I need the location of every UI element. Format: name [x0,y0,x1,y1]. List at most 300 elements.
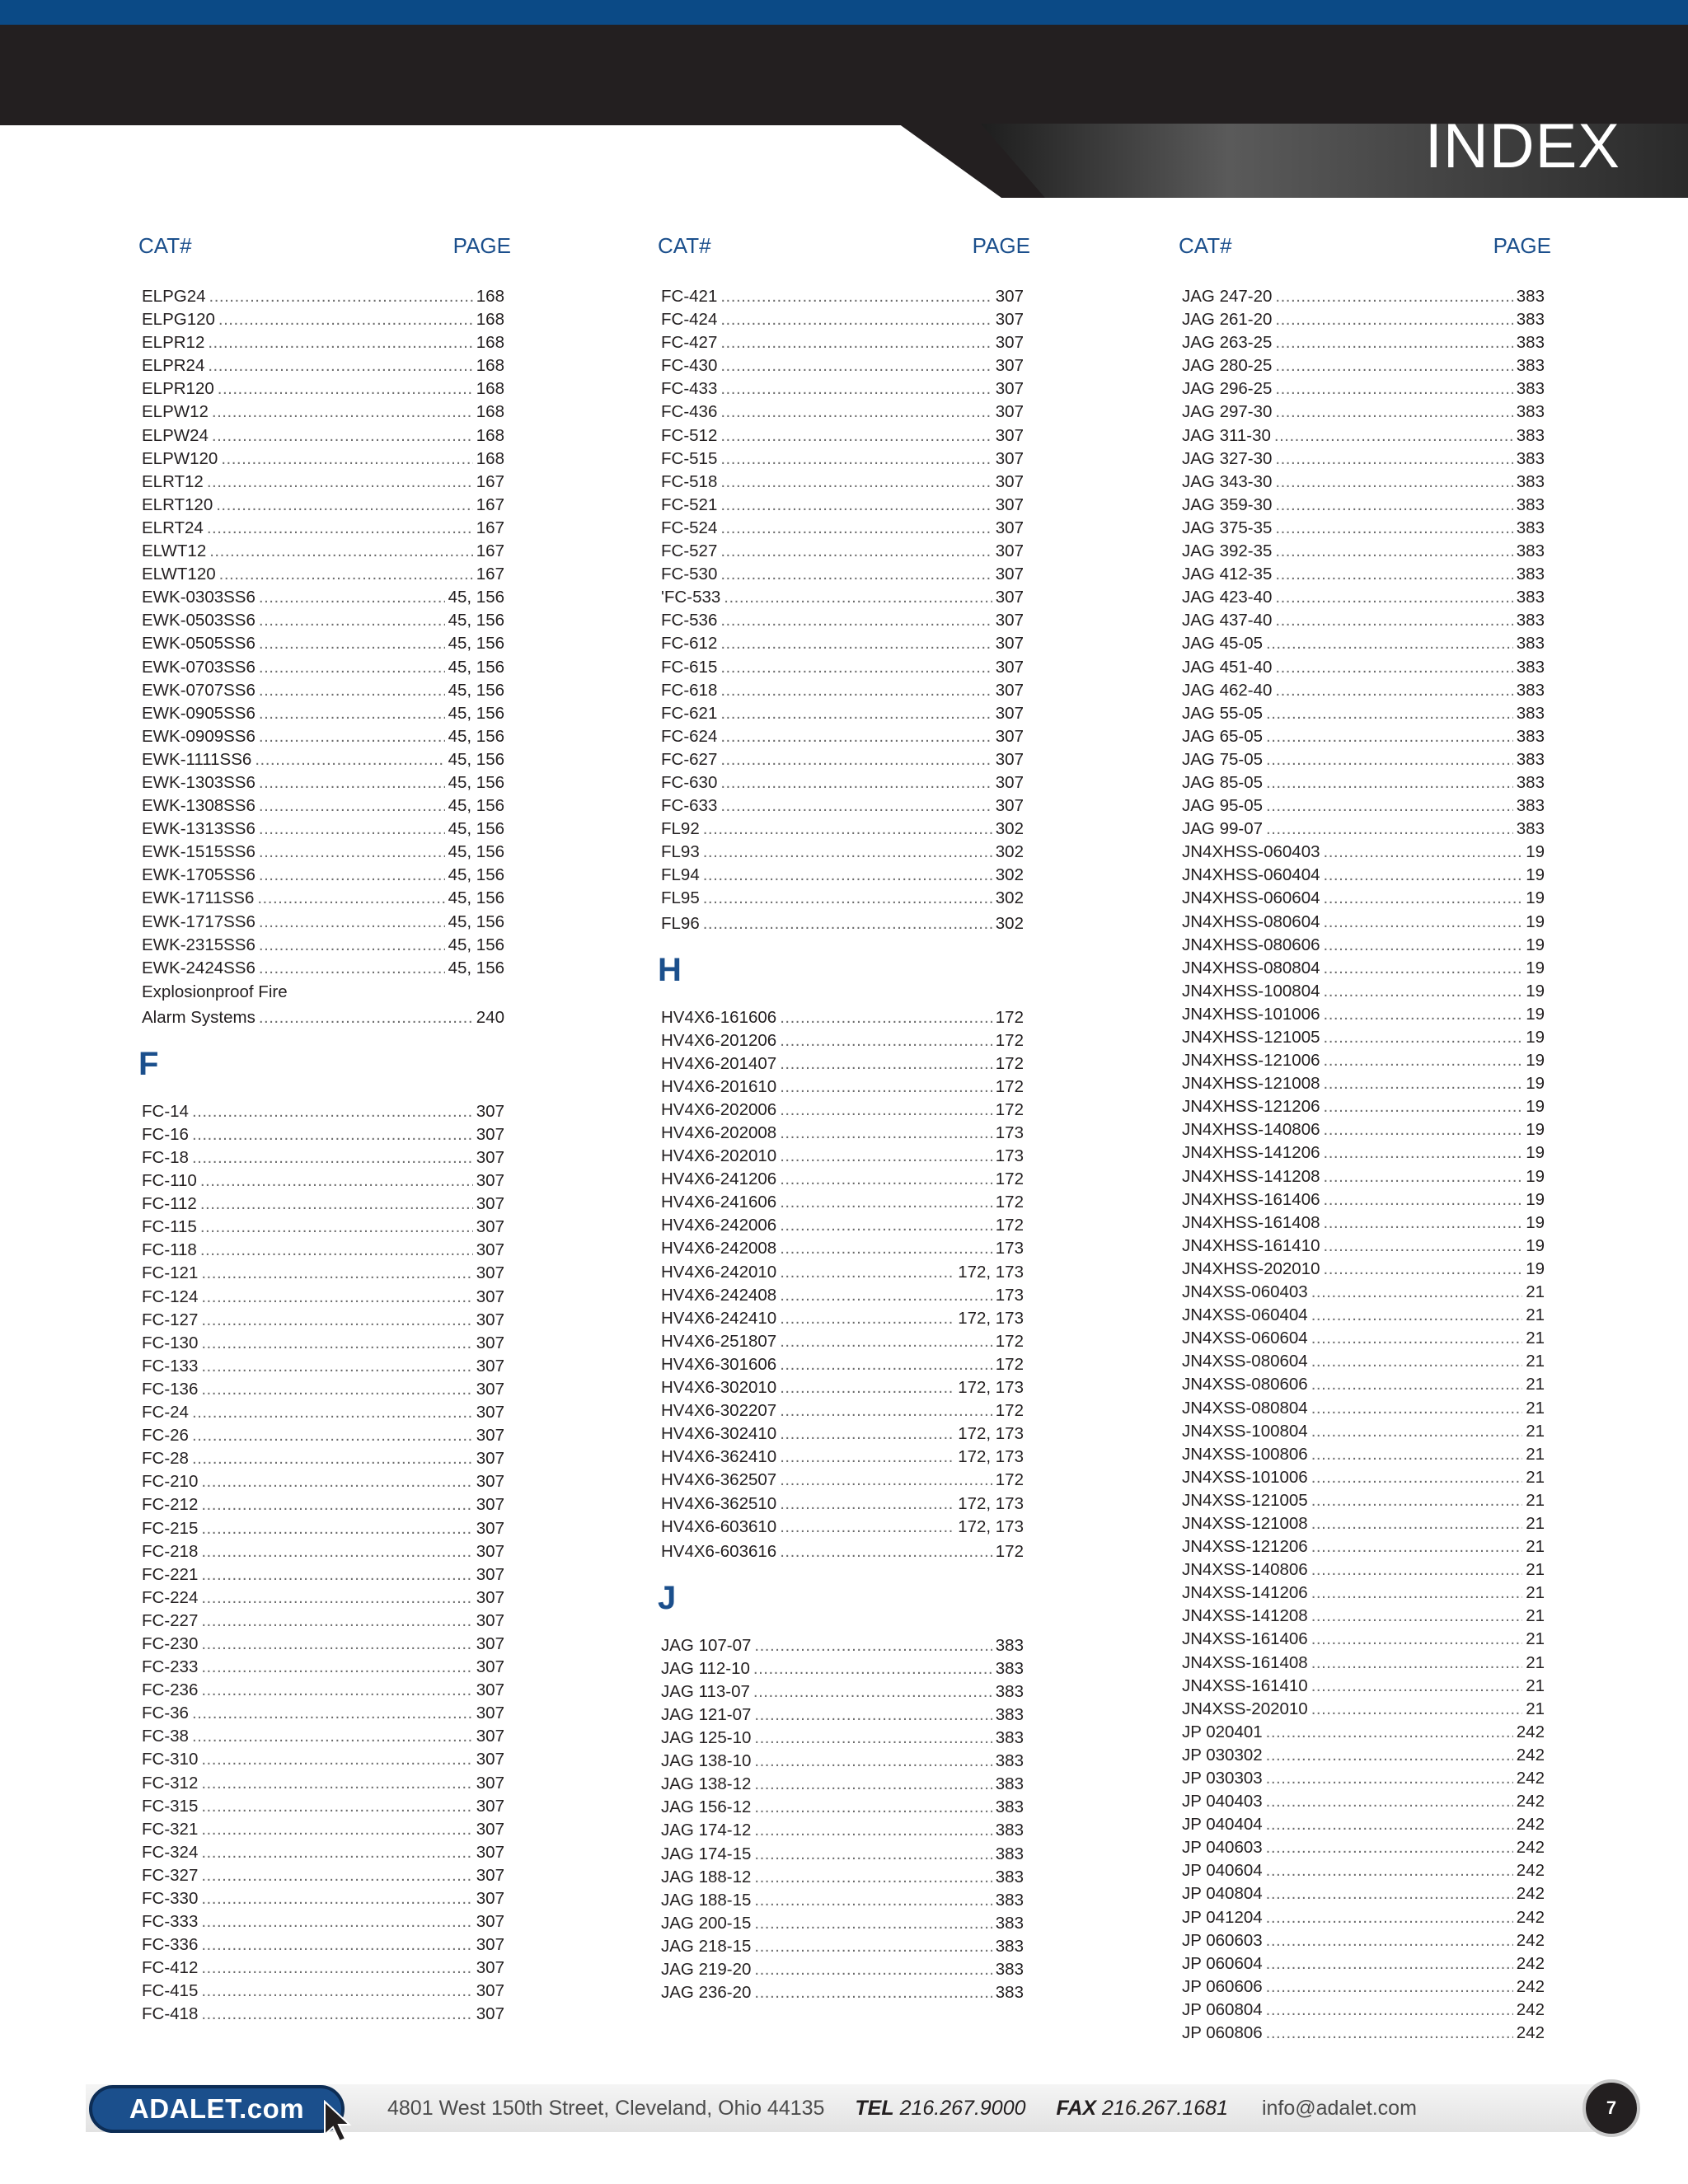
entry-cat: JN4XHSS-080604 [1182,912,1320,931]
entry-cat: FC-36 [142,1704,189,1723]
leader-dots [1266,1906,1513,1929]
leader-dots [703,841,992,864]
entry-page: 173 [995,1285,1024,1305]
leader-dots [192,1725,473,1748]
index-entry [142,702,504,725]
entry-cat: JN4XHSS-141206 [1182,1143,1320,1163]
entry-page: 168 [476,333,504,353]
entry-cat: EWK-1308SS6 [142,796,256,816]
index-entry [142,887,504,910]
leader-dots [219,563,473,586]
entry-cat: JAG 297-30 [1182,402,1273,422]
index-entry [661,1122,1024,1145]
entry-page: 307 [995,471,1024,491]
entry-cat: FC-524 [661,518,718,537]
entry-page: 307 [476,1171,504,1191]
leader-dots [259,632,445,655]
leader-dots [259,841,445,864]
index-entry [142,1005,504,1031]
index-entry [142,864,504,887]
leader-dots [218,308,473,331]
index-entry [1182,841,1545,864]
entry-page: 173 [995,1123,1024,1142]
leader-dots [720,632,992,655]
index-entry [661,354,1024,377]
entry-cat: JAG 174-12 [661,1821,752,1840]
index-entry [1182,864,1545,887]
leader-dots [1275,401,1512,424]
index-entry [142,494,504,517]
leader-dots [1324,957,1523,980]
entry-cat: ELRT120 [142,494,213,514]
leader-dots [255,748,444,771]
entry-cat: FC-527 [661,541,718,561]
entry-page: 307 [995,448,1024,468]
entry-cat: JAG 85-05 [1182,772,1263,792]
section-letter-f: F [138,1045,159,1082]
entry-cat: EWK-0303SS6 [142,588,256,607]
entry-cat: JAG 280-25 [1182,356,1273,376]
entry-cat: FC-333 [142,1912,199,1932]
entry-cat: ELPW120 [142,448,218,468]
entry-page: 307 [476,1472,504,1492]
entry-page: 307 [476,1704,504,1723]
index-entry [1182,1304,1545,1327]
entry-page: 307 [476,1403,504,1422]
entry-cat: JAG 343-30 [1182,471,1273,491]
leader-dots [1266,1999,1513,2022]
entry-cat: JN4XHSS-060403 [1182,842,1320,862]
index-entry [661,1493,1024,1516]
entry-cat: ELPR12 [142,333,205,353]
entry-page: 383 [1516,518,1545,537]
leader-dots [201,1748,472,1771]
entry-page: 172 [995,1099,1024,1119]
leader-dots [780,1006,992,1029]
entry-page: 45, 156 [448,796,504,816]
index-entry [142,1586,504,1610]
entry-page: 172 [995,1331,1024,1351]
entry-cat: FC-627 [661,749,718,769]
entry-cat: 'FC-533 [661,588,721,607]
entry-cat: JAG 200-15 [661,1913,752,1933]
index-entry [661,887,1024,910]
entry-page: 21 [1526,1329,1545,1348]
entry-cat: JP 040604 [1182,1861,1263,1881]
entry-page: 19 [1526,912,1545,931]
index-entry [142,1864,504,1887]
entry-page: 19 [1526,1235,1545,1255]
entry-cat: FL95 [661,888,700,908]
entry-cat: JN4XHSS-100804 [1182,981,1320,1001]
entry-cat: JAG 219-20 [661,1960,752,1979]
entry-cat: JN4XSS-161410 [1182,1675,1308,1695]
leader-dots [1266,1836,1513,1859]
entry-cat: ELWT12 [142,541,207,561]
entry-cat: JN4XHSS-161408 [1182,1212,1320,1232]
index-entry [661,1446,1024,1469]
entry-cat: FC-315 [142,1796,199,1816]
entry-page: 307 [995,333,1024,353]
entry-cat: FC-133 [142,1356,199,1376]
entry-cat: FC-112 [142,1194,197,1214]
entry-cat: HV4X6-161606 [661,1007,777,1027]
leader-dots [720,494,992,517]
index-entry [661,1935,1024,1958]
leader-dots [259,656,445,679]
leader-dots [192,1100,473,1123]
entry-page: 19 [1526,1120,1545,1140]
leader-dots [754,1727,992,1750]
entry-page: 307 [995,772,1024,792]
index-entry [661,1796,1024,1819]
leader-dots [780,1145,992,1168]
leader-dots [720,354,992,377]
entry-cat: FC-121 [142,1263,199,1283]
entry-page: 45, 156 [448,888,504,908]
leader-dots [780,1376,954,1399]
multi-line-entry [142,980,504,1031]
leader-dots [1274,424,1513,448]
entry-page: 21 [1526,1675,1545,1695]
entry-cat: JN4XSS-080606 [1182,1375,1308,1394]
entry-cat: HV4X6-302207 [661,1401,777,1421]
footer-address: 4801 West 150th Street, Cleveland, Ohio 44135 [387,2097,825,2120]
entry-page: 307 [476,1217,504,1237]
entry-page: 307 [476,1587,504,1607]
index-entry [1182,1999,1545,2022]
entry-page: 172, 173 [958,1378,1024,1398]
entry-cat: JP 030302 [1182,1745,1263,1765]
fax-label: FAX [1056,2097,1097,2120]
leader-dots [720,377,992,401]
leader-dots [780,1284,992,1307]
leader-dots [1311,1558,1522,1582]
index-entry [661,1052,1024,1076]
leader-dots [754,1773,992,1796]
index-entry [1182,957,1545,980]
entry-page: 242 [1516,1769,1545,1788]
index-entry [1182,1698,1545,1721]
entry-cat: FL96 [661,913,700,933]
entry-page: 383 [995,1890,1024,1910]
entry-cat: JN4XSS-080604 [1182,1352,1308,1371]
entry-page: 307 [476,1124,504,1144]
index-entry [1182,331,1545,354]
entry-cat: JAG 375-35 [1182,518,1273,537]
index-entry [661,1866,1024,1889]
leader-dots [1324,1118,1523,1141]
leader-dots [1311,1582,1522,1605]
leader-dots [720,448,992,471]
leader-dots [201,1540,472,1563]
entry-page: 19 [1526,1143,1545,1163]
leader-dots [201,1679,472,1702]
index-entry [661,748,1024,771]
entry-page: 383 [995,1704,1024,1724]
index-entry [1182,887,1545,910]
index-entry [142,1957,504,1980]
leader-dots [259,586,445,609]
entry-page: 383 [1516,772,1545,792]
index-entry [1182,725,1545,748]
leader-dots [201,1933,472,1957]
fax-number: 216.267.1681 [1102,2097,1228,2120]
entry-cat: JAG 462-40 [1182,680,1273,700]
leader-dots [1324,1072,1523,1095]
entry-list [142,285,504,980]
entry-cat: JN4XHSS-161410 [1182,1235,1320,1255]
index-entry [661,1168,1024,1191]
entry-cat: HV4X6-241206 [661,1169,777,1189]
column-header [138,231,509,260]
entry-cat: FC-136 [142,1379,199,1399]
entry-cat: HV4X6-242010 [661,1262,777,1282]
footer-email[interactable]: info@adalet.com [1261,2097,1417,2120]
entry-page: 19 [1526,1051,1545,1071]
entry-cat: JP 030303 [1182,1769,1263,1788]
entry-cat: FL94 [661,865,700,885]
entry-page: 45, 156 [448,772,504,792]
leader-dots [1311,1698,1522,1721]
entry-page: 19 [1526,1258,1545,1278]
index-entry [661,1981,1024,2004]
entry-cat: JAG 138-12 [661,1774,752,1794]
leader-dots [259,609,445,632]
leader-dots [259,794,445,818]
entry-page: 383 [1516,703,1545,723]
leader-dots [208,331,472,354]
leader-dots [1275,563,1512,586]
leader-dots [1324,864,1523,887]
leader-dots [720,748,992,771]
entry-page: 307 [476,1449,504,1469]
index-entry [1182,517,1545,540]
entry-page: 307 [476,1796,504,1816]
leader-dots [1266,1813,1513,1836]
index-entry [661,1680,1024,1704]
leader-dots [1266,2022,1513,2045]
entry-page: 383 [1516,425,1545,445]
leader-dots [1275,586,1512,609]
entry-cat: JN4XSS-100806 [1182,1444,1308,1464]
entry-page: 21 [1526,1513,1545,1533]
entry-cat: JN4XSS-141206 [1182,1583,1308,1603]
leader-dots [1311,1373,1522,1396]
entry-cat: EWK-0909SS6 [142,726,256,746]
index-entry [661,725,1024,748]
entry-page: 383 [995,1867,1024,1886]
entry-page: 307 [995,703,1024,723]
entry-cat: JP 060604 [1182,1953,1263,1973]
leader-dots [201,1910,472,1933]
leader-dots [201,1470,472,1493]
entry-page: 172, 173 [958,1447,1024,1467]
entry-page: 242 [1516,1792,1545,1811]
adalet-logo[interactable]: ADALET.com [89,2085,345,2133]
leader-dots [720,285,992,308]
entry-page: 302 [995,842,1024,862]
entry-page: 307 [476,1495,504,1515]
index-entry [142,448,504,471]
index-entry [1182,1558,1545,1582]
entry-page: 383 [995,1635,1024,1655]
leader-dots [754,1866,992,1889]
entry-page: 307 [476,1981,504,2001]
leader-dots [720,563,992,586]
entry-page: 302 [995,913,1024,933]
entry-page: 383 [1516,796,1545,816]
entry-cat: FL92 [661,819,700,839]
leader-dots [1311,1675,1522,1698]
index-entry [1182,1882,1545,1905]
leader-dots [201,1818,472,1841]
entry-cat: JAG 75-05 [1182,749,1263,769]
index-entry [142,1332,504,1355]
entry-page: 307 [995,657,1024,677]
index-entry [142,1702,504,1725]
entry-cat: FC-115 [142,1217,197,1237]
index-entry [661,1750,1024,1773]
leader-dots [1311,1512,1522,1535]
entry-page: 21 [1526,1467,1545,1487]
entry-cat: JN4XSS-101006 [1182,1467,1308,1487]
entry-cat: JAG 218-15 [661,1936,752,1956]
index-entry [661,1516,1024,1539]
leader-dots [259,911,445,934]
index-entry [661,1214,1024,1237]
entry-page: 383 [1516,588,1545,607]
index-entry [142,1841,504,1864]
leader-dots [1324,1258,1523,1281]
entry-page: 21 [1526,1699,1545,1718]
leader-dots [1311,1443,1522,1466]
leader-dots [201,1378,472,1401]
entry-cat: FC-227 [142,1610,199,1630]
index-entry [661,1191,1024,1214]
entry-cat: FC-233 [142,1657,199,1677]
leader-dots [201,1517,472,1540]
entry-cat: JN4XSS-100804 [1182,1421,1308,1441]
entry-cat: EWK-0505SS6 [142,634,256,654]
entry-page: 172 [995,1053,1024,1073]
entry-cat: EWK-1303SS6 [142,772,256,792]
entry-page: 45, 156 [448,749,504,769]
index-entry [661,1284,1024,1307]
leader-dots [720,794,992,818]
index-column-2 [658,231,1029,2004]
entry-page: 242 [1516,1861,1545,1881]
leader-dots [207,471,473,494]
leader-dots [780,1168,992,1191]
leader-dots [1266,794,1513,818]
leader-dots [720,517,992,540]
entry-cat: FC-14 [142,1101,189,1121]
entry-page: 383 [995,1658,1024,1678]
index-entry [661,1773,1024,1796]
entry-page: 45, 156 [448,634,504,654]
index-entry [661,494,1024,517]
entry-cat: FC-512 [661,425,718,445]
index-entry [1182,1790,1545,1813]
entry-list [1182,285,1545,2045]
entry-cat: FC-415 [142,1981,199,2001]
index-entry [661,563,1024,586]
index-entry [142,841,504,864]
index-entry [1182,1327,1545,1350]
entry-page: 383 [1516,634,1545,654]
entry-cat: JAG 311-30 [1182,425,1271,445]
entry-cat: FC-330 [142,1889,199,1908]
entry-cat: JN4XHSS-161406 [1182,1189,1320,1209]
entry-page: 19 [1526,1212,1545,1232]
entry-cat: JP 040603 [1182,1838,1263,1858]
leader-dots [201,1795,472,1818]
index-entry [1182,1072,1545,1095]
index-entry [661,285,1024,308]
leader-dots [780,1353,992,1376]
leader-dots [780,1422,954,1446]
index-entry [142,1772,504,1795]
tel-number[interactable]: 216.267.9000 [899,2097,1026,2120]
footer-contact [387,2093,1417,2123]
index-entry [142,563,504,586]
index-entry [142,424,504,448]
leader-dots [201,1563,472,1586]
index-entry [142,1470,504,1493]
index-entry [142,1795,504,1818]
index-entry [1182,1721,1545,1744]
index-entry [142,1818,504,1841]
index-entry [661,1912,1024,1935]
entry-cat: JN4XSS-202010 [1182,1699,1308,1718]
section-letter-j: J [658,1579,677,1616]
entry-cat: JP 060804 [1182,1999,1263,2019]
entry-page: 21 [1526,1305,1545,1325]
index-entry [142,911,504,934]
entry-page: 307 [476,1750,504,1769]
entry-cat: ELPW12 [142,402,209,422]
entry-page: 383 [1516,310,1545,330]
index-entry [1182,679,1545,702]
entry-page: 383 [1516,726,1545,746]
entry-page: 21 [1526,1583,1545,1603]
entry-cat: FC-310 [142,1750,199,1769]
leader-dots [212,424,473,448]
index-entry [142,771,504,794]
index-entry [142,679,504,702]
index-entry [661,308,1024,331]
entry-page: 307 [995,518,1024,537]
leader-dots [780,1516,954,1539]
entry-cat: JP 060806 [1182,2023,1263,2043]
entry-page: 307 [476,1148,504,1167]
leader-dots [720,308,992,331]
index-entry [1182,1281,1545,1304]
entry-page: 21 [1526,1352,1545,1371]
index-entry [1182,1212,1545,1235]
entry-cat: JN4XSS-080804 [1182,1398,1308,1418]
leader-dots [201,1957,472,1980]
leader-dots [1275,354,1512,377]
entry-cat: JP 040804 [1182,1884,1263,1904]
index-entry [1182,1095,1545,1118]
index-entry [142,656,504,679]
entry-page: 167 [476,541,504,561]
entry-page: 307 [476,1263,504,1283]
entry-page: 242 [1516,1999,1545,2019]
index-entry [1182,1975,1545,1999]
